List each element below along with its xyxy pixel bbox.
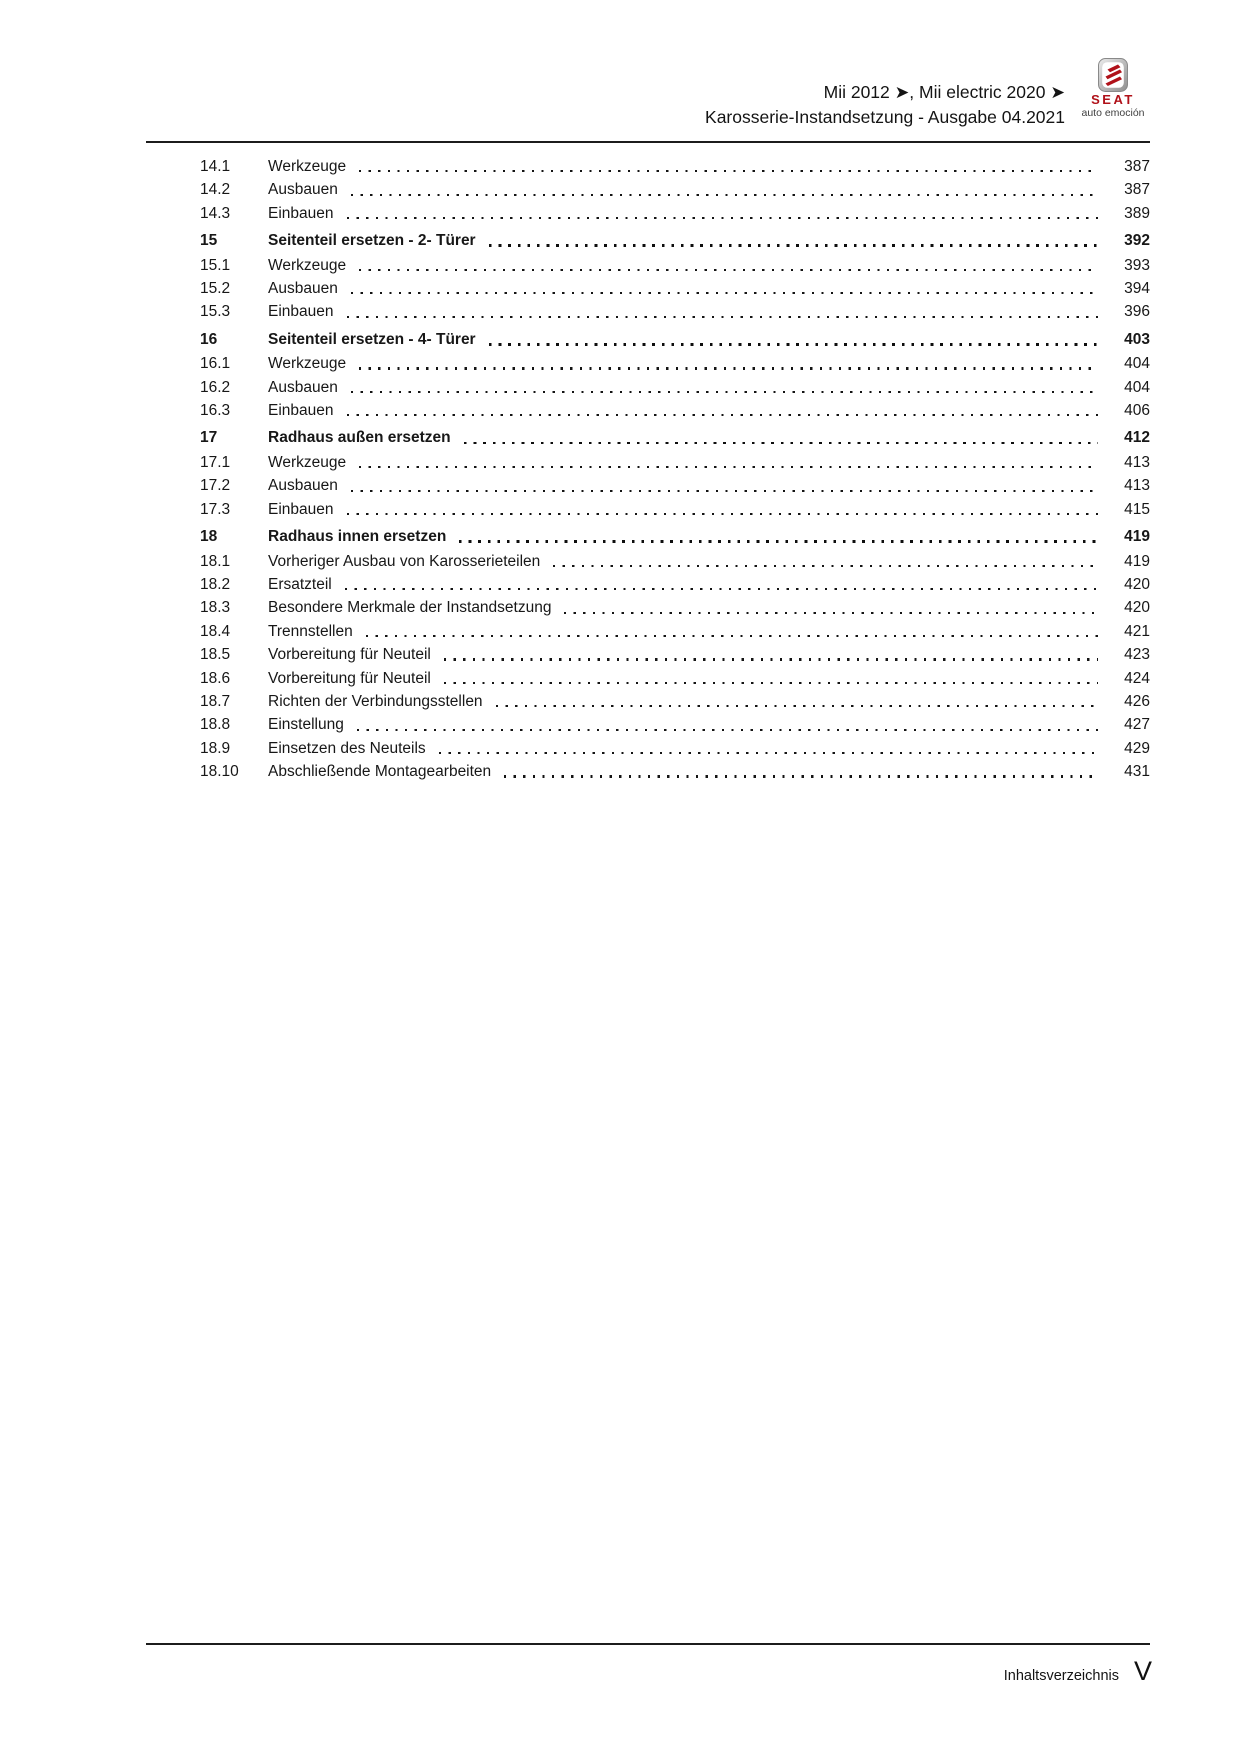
toc-entry: [200, 202, 1150, 225]
toc-entry-title: Richten der Verbindungsstellen: [268, 692, 483, 710]
toc-entry-page: 419: [1124, 552, 1150, 570]
page-footer: [1004, 1656, 1152, 1686]
dot-leader: [359, 155, 1098, 178]
toc-entry-number: 14.3: [200, 204, 231, 222]
header-divider: [146, 141, 1150, 143]
toc-entry-number: 18.10: [200, 763, 239, 781]
dot-leader: [347, 202, 1098, 225]
toc-entry: [200, 300, 1150, 323]
toc-entry-title: Einbauen: [268, 500, 334, 518]
toc-entry-title: Ausbauen: [268, 378, 338, 396]
toc-entry-title: Einbauen: [268, 402, 334, 420]
toc-entry-page: 392: [1124, 232, 1150, 250]
toc-entry-page: 419: [1124, 528, 1150, 546]
dot-leader: [347, 300, 1098, 323]
toc-entry: [200, 525, 1150, 548]
toc-entry-title: Abschließende Montagearbeiten: [268, 763, 492, 781]
toc-entry-number: 18.2: [200, 575, 231, 593]
toc-entry-title: Einsetzen des Neuteils: [268, 739, 426, 757]
seat-tagline: auto emoción: [1081, 107, 1145, 119]
toc-entry-number: 18.3: [200, 599, 231, 617]
dot-leader: [444, 643, 1098, 666]
toc-entry-number: 16.3: [200, 402, 231, 420]
dot-leader: [351, 474, 1098, 497]
toc-entry-page: 420: [1124, 575, 1150, 593]
toc-entry-title: Ersatzteil: [268, 575, 332, 593]
dot-leader: [347, 498, 1098, 521]
toc-entry-page: 404: [1124, 378, 1150, 396]
dot-leader: [345, 573, 1098, 596]
toc-entry-page: 420: [1124, 599, 1150, 617]
toc-entry-title: Vorbereitung für Neuteil: [268, 646, 431, 664]
toc-entry: [200, 426, 1150, 449]
dot-leader: [504, 760, 1098, 783]
toc-entry-title: Vorbereitung für Neuteil: [268, 669, 431, 687]
toc-entry: [200, 620, 1150, 643]
toc-entry-number: 14.2: [200, 181, 231, 199]
page-header: [705, 80, 1065, 130]
dot-leader: [351, 376, 1098, 399]
seat-wordmark: SEAT: [1091, 92, 1135, 107]
toc-entry: [200, 155, 1150, 178]
toc-entry-page: 387: [1124, 158, 1150, 175]
toc-entry: [200, 451, 1150, 474]
toc-entry-page: 429: [1124, 739, 1150, 757]
toc-entry-page: 431: [1124, 763, 1150, 781]
toc-entry: [200, 277, 1150, 300]
toc-entry-page: 393: [1124, 256, 1150, 274]
toc-entry: [200, 352, 1150, 375]
dot-leader: [464, 426, 1098, 449]
toc-entry-number: 18.6: [200, 669, 231, 687]
toc-entry-page: 404: [1124, 355, 1150, 373]
dot-leader: [489, 328, 1098, 351]
toc-entry-number: 17.2: [200, 477, 231, 495]
toc-entry: [200, 328, 1150, 351]
toc-entry: [200, 737, 1150, 760]
toc-entry: [200, 596, 1150, 619]
toc-entry-page: 415: [1124, 500, 1150, 518]
toc-entry-title: Trennstellen: [268, 622, 353, 640]
toc-entry-number: 14.1: [200, 158, 231, 175]
toc-entry-title: Einbauen: [268, 204, 334, 222]
dot-leader: [444, 667, 1098, 690]
dot-leader: [351, 277, 1098, 300]
toc-entry-number: 16: [200, 330, 218, 348]
footer-section-label: Inhaltsverzeichnis: [1003, 1668, 1119, 1684]
toc-entry: [200, 643, 1150, 666]
toc-entry: [200, 474, 1150, 497]
toc-entry-title: Seitenteil ersetzen - 4- Türer: [268, 330, 476, 348]
toc-entry-number: 15: [200, 232, 218, 250]
toc-entry-page: 421: [1124, 622, 1150, 640]
toc-entry-title: Seitenteil ersetzen - 2- Türer: [268, 232, 476, 250]
toc-entry-page: 394: [1124, 280, 1150, 298]
toc-entry: [200, 498, 1150, 521]
dot-leader: [351, 178, 1098, 201]
toc-entry-page: 426: [1124, 692, 1150, 710]
toc-entry: [200, 399, 1150, 422]
toc-entry-number: 18: [200, 528, 218, 546]
toc-entry-title: Werkzeuge: [268, 453, 347, 471]
dot-leader: [347, 399, 1098, 422]
footer-divider: [146, 1643, 1150, 1645]
dot-leader: [359, 352, 1098, 375]
toc-entry-title: Einbauen: [268, 303, 334, 321]
header-title-line: Karosserie-Instandsetzung - Ausgabe 04.2021: [705, 107, 1065, 127]
toc-entry-number: 17.3: [200, 500, 231, 518]
dot-leader: [366, 620, 1098, 643]
toc-entry-page: 413: [1124, 477, 1150, 495]
toc-entry-number: 16.1: [200, 355, 231, 373]
dot-leader: [359, 451, 1098, 474]
toc-entry-title: Ausbauen: [268, 280, 338, 298]
dot-leader: [496, 690, 1098, 713]
dot-leader: [357, 713, 1098, 736]
toc-entry: [200, 229, 1150, 252]
toc-entry-title: Besondere Merkmale der Instandsetzung: [268, 599, 552, 617]
toc-entry-number: 17: [200, 429, 218, 447]
toc-entry-page: 389: [1124, 204, 1150, 222]
toc-entry-title: Werkzeuge: [268, 256, 347, 274]
toc-entry-page: 413: [1124, 453, 1150, 471]
dot-leader: [564, 596, 1098, 619]
toc-entry-title: Ausbauen: [268, 477, 338, 495]
toc-entry-number: 18.1: [200, 552, 231, 570]
toc-entry-page: 387: [1124, 181, 1150, 199]
dot-leader: [553, 550, 1098, 573]
toc-entry: [200, 713, 1150, 736]
toc-entry-number: 18.9: [200, 739, 231, 757]
toc-entry-page: 396: [1124, 303, 1150, 321]
table-of-contents: [200, 155, 1150, 784]
toc-entry-title: Ausbauen: [268, 181, 338, 199]
toc-entry-title: Werkzeuge: [268, 355, 347, 373]
footer-page-number: V: [1133, 1656, 1152, 1686]
toc-entry: [200, 254, 1150, 277]
toc-entry-number: 16.2: [200, 378, 231, 396]
dot-leader: [459, 525, 1098, 548]
seat-logo: [1083, 58, 1143, 119]
toc-entry-number: 17.1: [200, 453, 231, 471]
header-model-line: Mii 2012 ➤, Mii electric 2020 ➤: [823, 82, 1065, 102]
toc-entry-page: 406: [1124, 402, 1150, 420]
toc-entry-title: Werkzeuge: [268, 158, 347, 175]
toc-entry: [200, 667, 1150, 690]
toc-entry: [200, 550, 1150, 573]
toc-entry-page: 423: [1124, 646, 1150, 664]
dot-leader: [359, 254, 1098, 277]
toc-entry-number: 18.4: [200, 622, 231, 640]
toc-entry-page: 412: [1124, 429, 1150, 447]
toc-entry-number: 18.5: [200, 646, 231, 664]
toc-entry-title: Radhaus außen ersetzen: [268, 429, 451, 447]
toc-entry: [200, 573, 1150, 596]
toc-entry-page: 424: [1124, 669, 1150, 687]
dot-leader: [439, 737, 1098, 760]
toc-entry: [200, 178, 1150, 201]
toc-entry-number: 15.1: [200, 256, 231, 274]
toc-entry-title: Radhaus innen ersetzen: [268, 528, 447, 546]
toc-entry-number: 18.7: [200, 692, 231, 710]
toc-entry-number: 15.2: [200, 280, 231, 298]
toc-entry-page: 403: [1124, 330, 1150, 348]
toc-entry-number: 18.8: [200, 716, 231, 734]
toc-entry-page: 427: [1124, 716, 1150, 734]
toc-entry: [200, 760, 1150, 783]
toc-entry-number: 15.3: [200, 303, 231, 321]
seat-emblem-icon: [1098, 58, 1128, 92]
toc-entry: [200, 690, 1150, 713]
toc-entry-title: Einstellung: [268, 716, 344, 734]
toc-entry: [200, 376, 1150, 399]
dot-leader: [489, 229, 1098, 252]
toc-entry-title: Vorheriger Ausbau von Karosserieteilen: [268, 552, 541, 570]
